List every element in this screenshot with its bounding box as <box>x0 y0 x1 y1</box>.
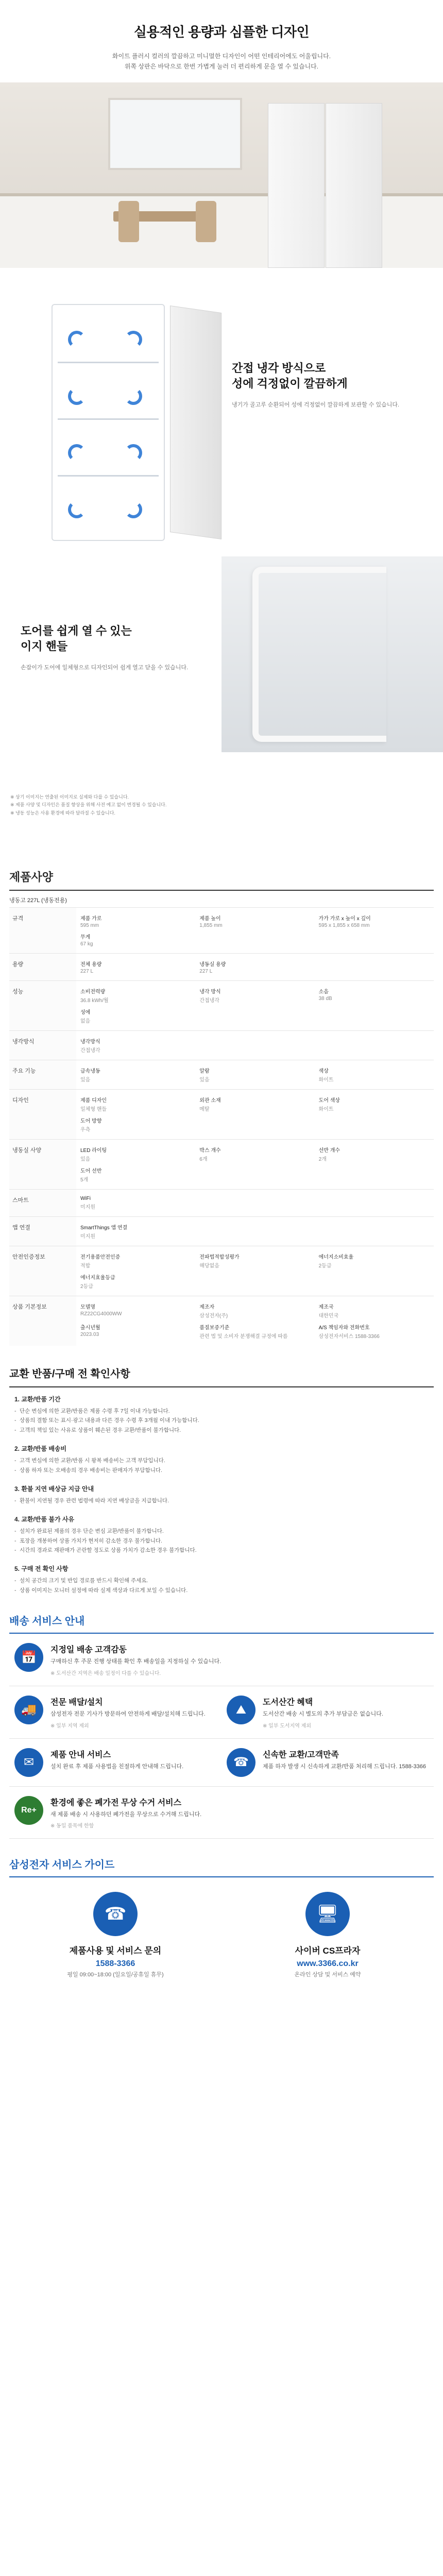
spec-body <box>76 1140 434 1189</box>
spec-label: 주요 기능 <box>9 1060 76 1089</box>
kitchen-photo <box>0 82 443 268</box>
spec-cell <box>315 985 434 1006</box>
spec-section <box>0 860 443 1346</box>
exchange-block <box>9 1477 434 1507</box>
spec-value: 화이트 <box>318 1077 334 1083</box>
spec-key: 소비전력량 <box>80 989 106 995</box>
delivery-box-head: 신속한 교환/고객만족 <box>263 1750 339 1759</box>
spec-body <box>76 954 434 980</box>
spec-row <box>9 1246 434 1296</box>
spec-key: 가가 가로 x 높이 x 깊이 <box>318 916 371 922</box>
spec-key: 박스 개수 <box>199 1148 221 1154</box>
spec-key: 제품 가로 <box>80 916 102 922</box>
spec-label: 앱 연결 <box>9 1217 76 1246</box>
product-detail <box>0 0 443 850</box>
note-line: ※ 냉동 성능은 사용 환경에 따라 달라질 수 있습니다. <box>10 810 115 816</box>
service-icon: ☎ <box>93 1892 138 1936</box>
spec-value: 미지원 <box>80 1234 95 1240</box>
spec-cell <box>195 1300 314 1321</box>
delivery-box-note: ※ 일부 도서지역 제외 <box>263 1723 311 1729</box>
spec-cell <box>76 1250 195 1271</box>
spec-cell <box>76 912 195 930</box>
delivery-box <box>222 1739 434 1787</box>
spec-key: 냉각방식 <box>80 1039 100 1045</box>
service-column <box>250 1892 405 1980</box>
delivery-main-note: ※ 도서산간 지역은 배송 일정이 다를 수 있습니다. <box>50 1670 161 1676</box>
service-sub: 평일 09:00~18:00 (일요일/공휴일 휴무) <box>67 1972 164 1978</box>
spec-key: SmartThings 앱 연결 <box>80 1225 128 1231</box>
delivery-icon: ⛰ <box>227 1696 255 1724</box>
exchange-block-list <box>14 1576 429 1595</box>
exchange-title: 교환 반품/구매 전 확인사항 <box>9 1359 434 1387</box>
spec-key: 에너지효율등급 <box>80 1275 115 1281</box>
spec-cell <box>195 912 314 930</box>
recycle-text: 새 제품 배송 시 사용하던 폐가전을 무상으로 수거해 드립니다. <box>50 1811 202 1818</box>
exchange-item: - 상품의 결함 또는 표시·광고 내용과 다른 경우 수령 후 3개월 이내 가능합니다. <box>14 1416 429 1425</box>
exchange-block <box>9 1437 434 1477</box>
exchange-item: - 상품 하자 또는 오배송의 경우 배송비는 판매자가 부담합니다. <box>14 1466 429 1475</box>
delivery-box-head: 전문 배달/설치 <box>50 1698 103 1707</box>
spec-key: 색상 <box>318 1069 329 1074</box>
note-line: ※ 제품 사양 및 디자인은 품질 향상을 위해 사전 예고 없이 변경될 수 있습니다. <box>10 802 167 808</box>
spec-key: 도어 선반 <box>80 1168 102 1174</box>
delivery-box-body <box>50 1696 206 1729</box>
spec-key: 도어 방향 <box>80 1118 102 1124</box>
handle-photo <box>222 556 443 752</box>
spec-cell <box>315 1064 434 1085</box>
exchange-block-head: 4. 교환/반품 불가 사유 <box>14 1516 75 1523</box>
spec-cell <box>76 1164 195 1185</box>
service-icon: 🖥 <box>305 1892 350 1936</box>
recycle-box <box>9 1787 434 1839</box>
spec-cell <box>76 1321 195 1342</box>
spec-row <box>9 1296 434 1346</box>
spec-key: 출시년월 <box>80 1325 100 1331</box>
spec-cell <box>195 1094 314 1114</box>
spec-key: 냉각 방식 <box>199 989 221 995</box>
service-columns <box>9 1877 434 1980</box>
delivery-box-head: 도서산간 혜택 <box>263 1698 313 1707</box>
spec-cell <box>76 1064 195 1085</box>
airflow-arrow-icon <box>125 501 142 518</box>
hero-title: 실용적인 용량과 심플한 디자인 <box>133 24 310 40</box>
recycle-icon: Re+ <box>14 1796 43 1825</box>
spec-value: 관련 법 및 소비자 분쟁해결 규정에 따름 <box>199 1334 288 1340</box>
spec-label: 안전인증정보 <box>9 1246 76 1296</box>
spec-key: 알람 <box>199 1069 210 1074</box>
spec-body <box>76 1190 434 1216</box>
spec-cell <box>76 985 195 1006</box>
spec-label: 상품 기본정보 <box>9 1296 76 1346</box>
delivery-box-text: 도서산간 배송 시 별도의 추가 부담금은 없습니다. <box>263 1710 383 1717</box>
spec-label: 성능 <box>9 981 76 1030</box>
cooling-title <box>232 361 399 391</box>
service-title: 삼성전자 서비스 가이드 <box>9 1856 434 1877</box>
spec-cell <box>76 1194 195 1212</box>
spec-value: 36.8 kWh/월 <box>80 998 109 1004</box>
cooling-desc: 냉기가 골고루 순환되어 성에 걱정없이 깔끔하게 보관할 수 있습니다. <box>232 402 400 409</box>
spec-key: 소음 <box>318 989 329 995</box>
service-column <box>38 1892 193 1980</box>
spec-value: 간접냉각 <box>80 1048 100 1054</box>
spec-label: 디자인 <box>9 1090 76 1139</box>
shelf-line <box>58 362 159 363</box>
spec-key: WiFi <box>80 1196 91 1201</box>
delivery-box <box>9 1686 222 1739</box>
airflow-illustration <box>52 304 165 541</box>
spec-row <box>9 1189 434 1216</box>
delivery-icon: 🚚 <box>14 1696 43 1724</box>
spec-row <box>9 980 434 1030</box>
exchange-block <box>9 1387 434 1437</box>
chair-shape <box>118 201 139 242</box>
handle-title-line: 이지 핸들 <box>21 639 68 653</box>
spec-key: 급속냉동 <box>80 1069 100 1074</box>
spec-key: 전파법적합성평가 <box>199 1255 240 1260</box>
handle-title <box>21 623 188 654</box>
spec-body <box>76 1296 434 1346</box>
airflow-arrow-icon <box>125 331 142 348</box>
delivery-box-note: ※ 일부 지역 제외 <box>50 1723 89 1729</box>
spec-body <box>76 1090 434 1139</box>
spec-value: 적합 <box>80 1263 91 1269</box>
spec-value: 우측 <box>80 1127 91 1133</box>
spec-value: 있음 <box>80 1157 91 1162</box>
spec-cell <box>76 958 195 976</box>
spec-value: 있음 <box>80 1077 91 1083</box>
recycle-head: 환경에 좋은 폐가전 무상 수거 서비스 <box>50 1798 182 1807</box>
spec-cell <box>195 985 314 1006</box>
spec-cell <box>315 1300 434 1321</box>
spec-row <box>9 1089 434 1139</box>
delivery-main-text: 구매하신 후 주문 진행 상태를 확인 후 배송일을 지정하실 수 있습니다. <box>50 1658 222 1665</box>
freezer-shape <box>326 103 382 268</box>
exchange-item: - 고객 변심에 의한 교환/반품 시 왕복 배송비는 고객 부담입니다. <box>14 1456 429 1465</box>
delivery-box-text: 삼성전자 전문 기사가 방문하여 안전하게 배달/설치해 드립니다. <box>50 1710 206 1717</box>
handle-title-line: 도어를 쉽게 열 수 있는 <box>21 624 132 637</box>
spec-subhead: 냉동고 227L (냉동전용) <box>9 890 434 907</box>
calendar-icon: 📅 <box>14 1643 43 1672</box>
spec-row <box>9 1139 434 1189</box>
delivery-box-head: 제품 안내 서비스 <box>50 1750 111 1759</box>
airflow-arrow-icon <box>125 444 142 462</box>
service-contact[interactable]: www.3366.co.kr <box>297 1959 359 1969</box>
exchange-block <box>9 1507 434 1557</box>
service-section <box>0 1856 443 2011</box>
exchange-block-head: 3. 환불 지연 배상금 지급 안내 <box>14 1485 94 1493</box>
spec-key: 품질보증기준 <box>199 1325 230 1331</box>
spec-cell <box>76 1114 195 1135</box>
shelf-line <box>58 418 159 420</box>
spec-key: 제조자 <box>199 1304 215 1310</box>
spec-cell <box>195 1064 314 1085</box>
spec-key: 무게 <box>80 935 91 940</box>
cooling-title-line: 간접 냉각 방식으로 <box>232 362 326 375</box>
hero-desc-line: 화이트 플러시 컬러의 깔끔하고 미니멀한 디자인이 어떤 인테리어에도 어울립니다. <box>112 53 331 60</box>
exchange-item: - 설치가 완료된 제품의 경우 단순 변심 교환/반품이 불가합니다. <box>14 1527 429 1536</box>
spec-cell <box>315 1094 434 1114</box>
delivery-section <box>0 1613 443 1839</box>
spec-cell <box>76 1035 195 1056</box>
spec-key: 모델명 <box>80 1304 95 1310</box>
spec-key: LED 라이팅 <box>80 1148 107 1154</box>
service-contact[interactable]: 1588-3366 <box>95 1959 135 1969</box>
spec-value: 있음 <box>199 1077 210 1083</box>
spec-value: 해당없음 <box>199 1263 219 1269</box>
spec-body <box>76 1060 434 1089</box>
handle-desc: 손잡이가 도어에 일체형으로 디자인되어 쉽게 열고 닫을 수 있습니다. <box>21 665 189 671</box>
cooling-section <box>232 361 399 410</box>
spec-row <box>9 1030 434 1060</box>
spec-value: 일체형 핸들 <box>80 1107 107 1112</box>
spec-value: 595 x 1,855 x 658 mm <box>318 923 370 928</box>
spec-key: 성에 <box>80 1010 91 1015</box>
note-line: ※ 상기 이미지는 연출된 이미지로 실제와 다를 수 있습니다. <box>10 794 129 800</box>
spec-value: 대한민국 <box>318 1313 339 1319</box>
delivery-box-body <box>50 1748 183 1777</box>
delivery-box-text: 설치 완료 후 제품 사용법을 친절하게 안내해 드립니다. <box>50 1763 184 1770</box>
spec-key: 전체 용량 <box>80 962 102 968</box>
spec-key: 외관 소재 <box>199 1098 221 1104</box>
spec-value: 67 kg <box>80 941 93 947</box>
spec-body <box>76 1031 434 1060</box>
spec-label: 규격 <box>9 908 76 953</box>
airflow-arrow-icon <box>68 387 86 405</box>
spec-value: 2등급 <box>80 1284 93 1290</box>
handle-section <box>21 623 188 673</box>
window-shape <box>108 98 242 170</box>
airflow-arrow-icon <box>68 444 86 462</box>
spec-row <box>9 1216 434 1246</box>
spec-key: 에너지소비효율 <box>318 1255 354 1260</box>
exchange-block-head: 5. 구매 전 확인 사항 <box>14 1565 69 1573</box>
spec-key: 선반 개수 <box>318 1148 340 1154</box>
exchange-item: - 고객의 책임 있는 사유로 상품이 훼손된 경우 교환/반품이 불가합니다. <box>14 1426 429 1435</box>
spec-row <box>9 953 434 980</box>
exchange-block-list <box>14 1406 429 1435</box>
spec-value: 없음 <box>80 1019 91 1024</box>
hero-desc-line: 위쪽 상판은 바닥으로 한번 가볍게 눌러 더 편리하게 문을 열 수 있습니다. <box>124 63 319 71</box>
spec-cell <box>315 1250 434 1271</box>
spec-table <box>9 907 434 1346</box>
spec-title <box>9 860 434 890</box>
service-head: 제품사용 및 서비스 문의 <box>69 1946 162 1956</box>
spec-cell <box>76 1221 195 1242</box>
spec-value: 2개 <box>318 1157 327 1162</box>
exchange-block-head: 2. 교환/반품 배송비 <box>14 1445 67 1453</box>
spec-value: 메탈 <box>199 1107 210 1112</box>
spec-row <box>9 907 434 953</box>
open-door-shape <box>170 306 222 539</box>
spec-cell <box>195 1144 314 1164</box>
spec-cell <box>195 958 314 976</box>
spec-label: 용량 <box>9 954 76 980</box>
delivery-box-text: 제품 하자 발생 시 신속하게 교환/반품 처리해 드립니다. 1588-3366 <box>263 1763 426 1770</box>
exchange-item: - 환불이 지연될 경우 관련 법령에 따라 지연 배상금을 지급합니다. <box>14 1496 429 1505</box>
service-head: 사이버 CS프라자 <box>295 1946 361 1956</box>
delivery-box-body <box>263 1696 383 1729</box>
legal-notes <box>10 793 433 817</box>
delivery-main-head: 지정일 배송 고객감동 <box>50 1646 127 1655</box>
airflow-arrow-icon <box>68 331 86 348</box>
hero-header <box>0 0 443 72</box>
exchange-item: - 단순 변심에 의한 교환/반품은 제품 수령 후 7일 이내 가능합니다. <box>14 1406 429 1416</box>
spec-cell <box>195 1250 314 1271</box>
spec-body <box>76 981 434 1030</box>
recycle-note: ※ 동일 품목에 한함 <box>50 1823 94 1829</box>
delivery-icon: ☎ <box>227 1748 255 1777</box>
spec-value: 삼성전자(주) <box>199 1313 228 1319</box>
spec-value: 2등급 <box>318 1263 332 1269</box>
delivery-box-body <box>263 1748 426 1777</box>
spec-cell <box>195 1321 314 1342</box>
spec-cell <box>76 930 195 949</box>
cooling-title-line: 성에 걱정없이 깔끔하게 <box>232 377 348 390</box>
spec-value: 2023.03 <box>80 1332 99 1337</box>
delivery-box <box>9 1739 222 1787</box>
freezer-shape <box>268 103 325 268</box>
exchange-block <box>9 1557 434 1597</box>
spec-cell <box>315 912 434 930</box>
delivery-title: 배송 서비스 안내 <box>9 1613 434 1634</box>
spec-body <box>76 1246 434 1296</box>
spec-cell <box>76 1094 195 1114</box>
spec-value: 6개 <box>199 1157 208 1162</box>
spec-title-text: 제품사양 <box>9 871 54 884</box>
spec-key: 제품 디자인 <box>80 1098 107 1104</box>
exchange-list <box>9 1387 434 1597</box>
spec-key: 제품 높이 <box>199 916 221 922</box>
service-sub: 온라인 상담 및 서비스 예약 <box>294 1972 361 1978</box>
exchange-section <box>0 1359 443 1597</box>
spec-value: 삼성전자서비스 1588-3366 <box>318 1334 380 1340</box>
spec-cell <box>76 1144 195 1164</box>
exchange-block-head: 1. 교환/반품 기간 <box>14 1396 61 1403</box>
spec-key: 냉동실 용량 <box>199 962 226 968</box>
exchange-block-list <box>14 1496 429 1505</box>
spec-value: 1,855 mm <box>199 923 223 928</box>
spec-body <box>76 908 434 953</box>
spec-value: 38 dB <box>318 996 332 1002</box>
delivery-icon: ✉ <box>14 1748 43 1777</box>
spec-cell <box>315 1321 434 1342</box>
exchange-item: - 설치 공간의 크기 및 반입 경로를 반드시 확인해 주세요. <box>14 1576 429 1585</box>
spec-cell <box>315 1144 434 1164</box>
spec-body <box>76 1217 434 1246</box>
spec-value: RZ22CG4000WW <box>80 1311 122 1317</box>
spec-label: 냉동실 사양 <box>9 1140 76 1189</box>
spec-value: 미지원 <box>80 1205 95 1210</box>
exchange-item: - 상품 이미지는 모니터 설정에 따라 실제 색상과 다르게 보일 수 있습니다. <box>14 1586 429 1595</box>
handle-shape <box>252 567 386 742</box>
airflow-arrow-icon <box>68 501 86 518</box>
spec-cell <box>76 1006 195 1026</box>
spec-row <box>9 1060 434 1089</box>
spec-value: 227 L <box>80 969 94 974</box>
spec-value: 5개 <box>80 1177 89 1183</box>
shelf-line <box>58 475 159 477</box>
spec-value: 화이트 <box>318 1107 334 1112</box>
spec-key: 제조국 <box>318 1304 334 1310</box>
spec-key: A/S 책임자와 전화번호 <box>318 1325 370 1331</box>
delivery-box <box>222 1686 434 1739</box>
spec-cell <box>76 1271 195 1292</box>
spec-value: 595 mm <box>80 923 99 928</box>
hero-desc <box>0 51 443 72</box>
spec-cell <box>76 1300 195 1321</box>
spec-value: 227 L <box>199 969 213 974</box>
exchange-block-list <box>14 1527 429 1555</box>
spec-label: 냉각방식 <box>9 1031 76 1060</box>
spec-key: 전기용품안전인증 <box>80 1255 121 1260</box>
airflow-arrow-icon <box>125 387 142 405</box>
exchange-item: - 포장을 개봉하여 상품 가치가 현저히 감소한 경우 불가합니다. <box>14 1536 429 1546</box>
spec-key: 도어 색상 <box>318 1098 340 1104</box>
spec-label: 스마트 <box>9 1190 76 1216</box>
delivery-main-box <box>9 1634 434 1686</box>
exchange-item: - 시간의 경과로 재판매가 곤란할 정도로 상품 가치가 감소한 경우 불가합니다. <box>14 1546 429 1555</box>
chair-shape <box>196 201 216 242</box>
exchange-block-list <box>14 1456 429 1475</box>
delivery-grid <box>9 1686 434 1787</box>
spec-value: 간접냉각 <box>199 998 219 1004</box>
